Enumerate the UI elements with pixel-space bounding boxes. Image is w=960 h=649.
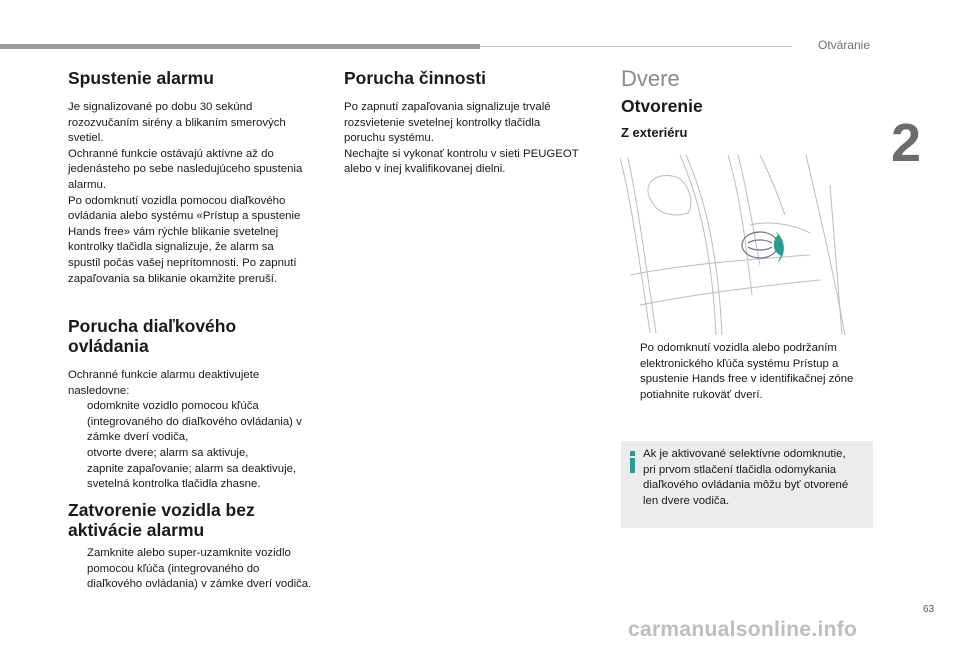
heading-opening: Otvorenie — [621, 96, 703, 116]
text-line: Nechajte si vykonať kontrolu v sieti PEUGEOT — [344, 147, 579, 160]
text-line: nasledovne: — [68, 384, 130, 397]
info-icon — [629, 451, 636, 473]
text-line: poruchu systému. — [344, 132, 434, 145]
bullet-icon — [68, 399, 87, 446]
text-line: Po odomknutí vozidla pomocou diaľkového — [68, 194, 286, 207]
list-item-text — [640, 341, 853, 403]
heading-lock-without-alarm — [68, 500, 330, 540]
text-line: pri prvom stlačení tlačidla odomykania — [643, 463, 837, 476]
text-line: pomocou kľúča (integrovaného do — [87, 562, 260, 575]
header-bar — [0, 44, 480, 49]
text-line: svetelná kontrolka tlačidla zhasne. — [87, 478, 261, 491]
heading-remote-failure — [68, 316, 330, 356]
text-line: zapnite zapaľovanie; alarm sa deaktivuje, — [87, 462, 297, 475]
list-item-text — [87, 462, 296, 493]
column-2 — [344, 68, 606, 178]
bullet-icon — [68, 446, 87, 462]
section-title: Otváranie — [818, 38, 871, 52]
text-line: alebo v inej kvalifikovanej dielni. — [344, 163, 506, 176]
text-line: Po odomknutí vozidla alebo podržaním — [640, 342, 837, 354]
text-line: Ak je aktivované selektívne odomknutie, — [643, 448, 846, 460]
column-1 — [68, 68, 330, 287]
list-item — [68, 462, 330, 493]
bullet-icon — [621, 341, 640, 403]
paragraph-remote-failure — [68, 368, 330, 399]
heading-line: ovládania — [68, 336, 149, 356]
text-line: ovládania alebo systému «Prístup a spustenie — [68, 210, 301, 223]
column-3 — [621, 66, 881, 142]
text-line: Zamknite alebo super-uzamknite vozidlo — [87, 547, 291, 559]
heading-line: Porucha diaľkového — [68, 316, 237, 336]
page-number: 63 — [923, 604, 935, 615]
text-line: elektronického kľúča systému Prístup a — [640, 357, 839, 370]
text-line: alarmu. — [68, 178, 106, 191]
text-line: diaľkového ovládania môžu byť otvorené — [643, 479, 849, 492]
text-line: jedenásteho po sebe nasledujúceho spustenia — [68, 163, 303, 176]
pull-arrow-icon — [774, 231, 784, 263]
text-line: zámke dverí vodiča, — [87, 431, 189, 444]
heading-line: aktivácie alarmu — [68, 520, 205, 540]
text-line: diaľkového ovládania) v zámke dverí vodiča. — [87, 578, 312, 591]
text-line: (integrovaného do diaľkového ovládania) v — [87, 415, 302, 428]
paragraph-alarm-trigger — [68, 100, 330, 287]
text-line: rozsvietenie svetelnej kontrolky tlačidla — [344, 116, 541, 129]
heading-malfunction: Porucha činnosti — [344, 68, 486, 88]
text-line: kontrolky tlačidla signalizuje, že alarm sa — [68, 241, 274, 254]
text-line: Ochranné funkcie ostávajú aktívne až do — [68, 147, 274, 160]
text-line: svetiel. — [68, 132, 104, 145]
text-line: potiahnite rukoväť dverí. — [640, 388, 763, 401]
text-line: len dvere vodiča. — [643, 494, 730, 507]
header-rule — [480, 46, 792, 47]
bullet-icon — [68, 462, 87, 493]
column-1-section-2 — [68, 316, 330, 493]
list-item — [68, 399, 330, 446]
chapter-heading-doors: Dvere — [621, 66, 680, 91]
info-box — [621, 441, 873, 528]
heading-line: Zatvorenie vozidla bez — [68, 500, 255, 520]
list-item — [68, 446, 330, 462]
door-handle-illustration — [620, 155, 847, 335]
text-line: Je signalizované po dobu 30 sekúnd — [68, 101, 253, 113]
chapter-number: 2 — [891, 113, 922, 173]
list-item-text: otvorte dvere; alarm sa aktivuje, — [87, 446, 249, 459]
bullet-icon — [68, 546, 87, 593]
text-line: Ochranné funkcie alarmu deaktivujete — [68, 369, 260, 381]
heading-alarm-trigger: Spustenie alarmu — [68, 68, 214, 88]
text-line: Hands free» vám rýchle blikanie svetelnej — [68, 225, 279, 238]
list-item-text — [87, 399, 302, 446]
heading-from-outside: Z exteriéru — [621, 125, 688, 140]
list-item-text — [87, 546, 311, 593]
list-item — [68, 546, 330, 593]
column-3-list — [621, 341, 873, 403]
paragraph-malfunction — [344, 100, 606, 178]
list-item — [621, 341, 873, 403]
text-line: odomknite vozidlo pomocou kľúča — [87, 400, 259, 413]
text-line: spustil počas vašej neprítomnosti. Po zapnutí — [68, 256, 297, 269]
info-text — [643, 447, 868, 509]
text-line: spustenie Hands free v identifikačnej zóne — [640, 373, 854, 386]
text-line: rozozvučaním sirény a blikaním smerových — [68, 116, 286, 129]
text-line: zapaľovania sa blikanie okamžite preruší. — [68, 272, 278, 285]
column-1-section-3 — [68, 500, 330, 593]
text-line: Po zapnutí zapaľovania signalizuje trvalé — [344, 101, 551, 113]
footer-watermark: carmanualsonline.info — [628, 618, 858, 641]
